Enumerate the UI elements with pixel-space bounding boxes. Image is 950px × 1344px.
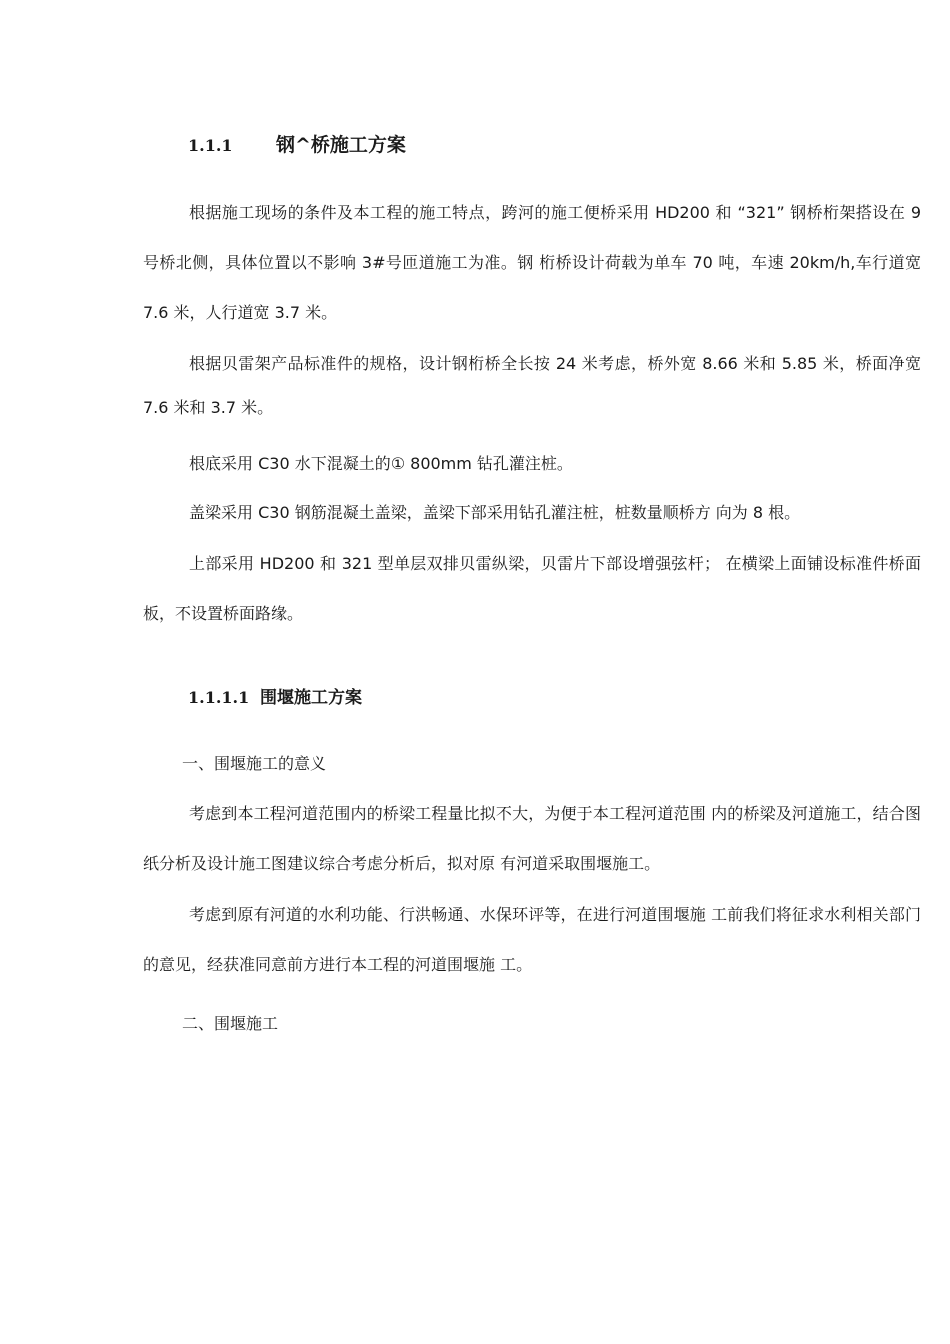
sub-heading-construction: 二、围堰施工: [182, 1014, 279, 1033]
paragraph-cofferdam-approval: 考虑到原有河道的水利功能、行洪畅通、水保环评等，在进行河道围堰施 工前我们将征求水利相关部门的意见，经获准同意前方进行本工程的河道围堰施 工。: [143, 905, 921, 974]
paragraph-foundation: 根底采用 C30 水下混凝土的① 800mm 钻孔灌注桩。: [189, 454, 573, 473]
section-heading: [188, 130, 406, 157]
paragraph-bridge-overview: 根据施工现场的条件及本工程的施工特点，跨河的施工便桥采用 HD200 和 “321” 钢桥桁架搭设在 9 号桥北侧，具体位置以不影响 3#号匝道施工为准。钢 桁桥设计荷载为单车 70 吨，车速 20km/h,车行道宽 7.6 米，人行道宽 3.7 米。: [143, 203, 921, 322]
paragraph-superstructure: 上部采用 HD200 和 321 型单层双排贝雷纵梁，贝雷片下部设增强弦杆； 在横梁上面铺设标准件桥面板，不设置桥面路缘。: [143, 554, 921, 623]
subsection-heading: [188, 683, 362, 708]
subsection-number: 1.1.1.1: [188, 688, 250, 707]
paragraph-bridge-dimensions: 根据贝雷架产品标准件的规格，设计钢桁桥全长按 24 米考虑，桥外宽 8.66 米和 5.85 米，桥面净宽 7.6 米和 3.7 米。: [143, 354, 921, 417]
subsection-title: 围堰施工方案: [260, 688, 362, 708]
section-title: 钢^桥施工方案: [276, 134, 406, 156]
section-number: 1.1.1: [188, 136, 233, 155]
paragraph-cap-beam: 盖梁采用 C30 钢筋混凝土盖梁，盖梁下部采用钻孔灌注桩，桩数量顺桥方 向为 8 根。: [189, 503, 801, 522]
sub-heading-significance: 一、围堰施工的意义: [182, 754, 327, 773]
paragraph-cofferdam-reason: 考虑到本工程河道范围内的桥梁工程量比拟不大，为便于本工程河道范围 内的桥梁及河道施工，结合图纸分析及设计施工图建议综合考虑分析后，拟对原 有河道采取围堰施工。: [143, 804, 921, 873]
